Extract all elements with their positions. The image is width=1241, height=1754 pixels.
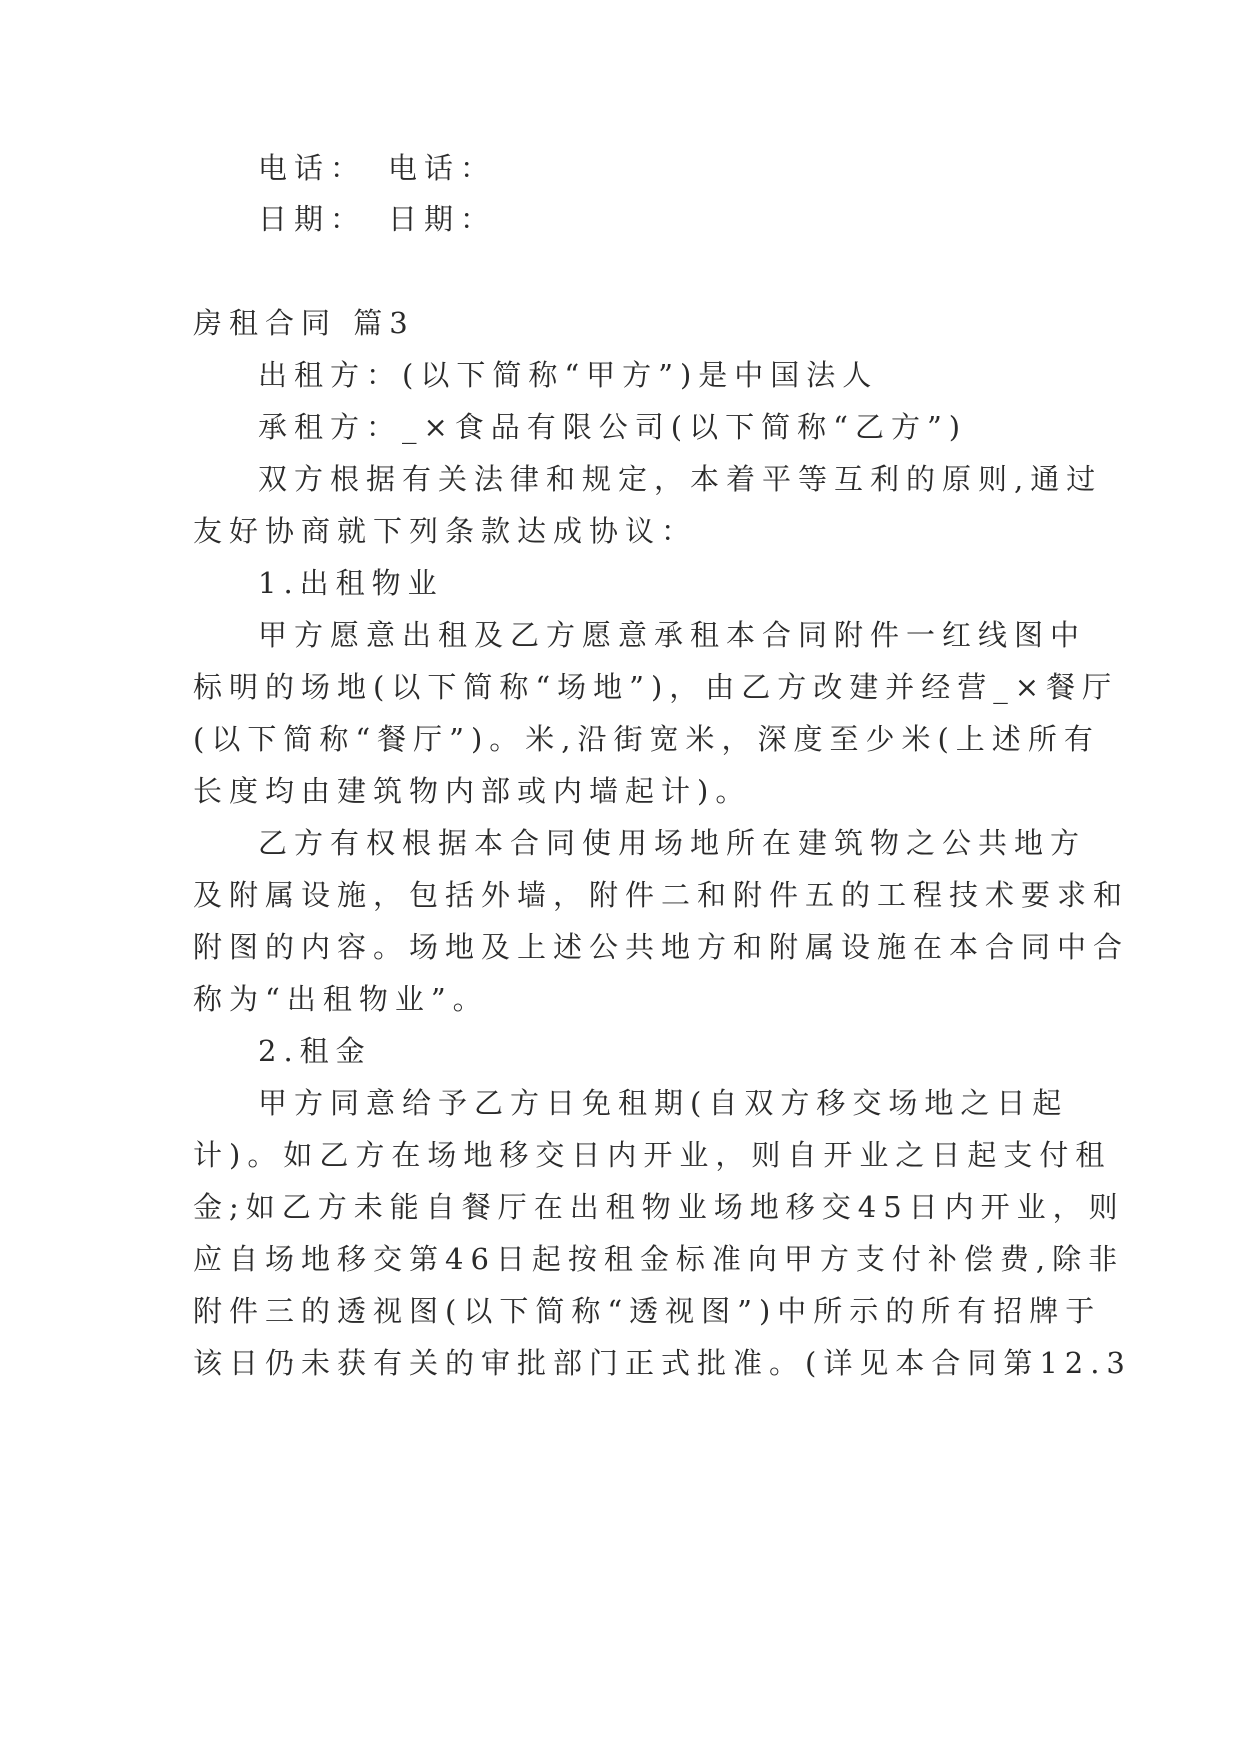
item2-title: 2.租金 xyxy=(258,1034,372,1068)
lessee-line: 承租方：_×食品有限公司(以下简称“乙方”) xyxy=(258,410,968,444)
item1-para2-line: 附图的内容。场地及上述公共地方和附属设施在本合同中合 xyxy=(193,930,1130,964)
signature-phone-row xyxy=(258,148,1118,188)
phone-label-party-b: 电话： xyxy=(388,151,497,185)
item2-para1-line: 计)。如乙方在场地移交日内开业，则自开业之日起支付租 xyxy=(193,1138,1112,1172)
item2-para1-line: 附件三的透视图(以下简称“透视图”)中所示的所有招牌于 xyxy=(193,1294,1102,1328)
date-label-party-a: 日期： xyxy=(258,202,367,236)
item2-para1-line: 甲方同意给予乙方日免租期(自双方移交场地之日起 xyxy=(258,1086,1069,1120)
item1-para1-line: 甲方愿意出租及乙方愿意承租本合同附件一红线图中 xyxy=(258,618,1087,652)
item1-para1-line: (以下简称“餐厅”)。米,沿街宽米，深度至少米(上述所有 xyxy=(193,722,1100,756)
item2-para1-line: 金;如乙方未能自餐厅在出租物业场地移交45日内开业，则 xyxy=(193,1190,1125,1224)
lessor-line: 出租方：(以下简称“甲方”)是中国法人 xyxy=(258,358,879,392)
item1-para2-line: 及附属设施，包括外墙，附件二和附件五的工程技术要求和 xyxy=(193,878,1130,912)
phone-label-party-a: 电话： xyxy=(258,151,367,185)
signature-date-row xyxy=(258,199,1118,239)
item2-para1-line: 应自场地移交第46日起按租金标准向甲方支付补偿费,除非 xyxy=(193,1242,1125,1276)
item1-para1-line: 标明的场地(以下简称“场地”)，由乙方改建并经营_×餐厅 xyxy=(193,670,1119,704)
item1-para2-line: 称为“出租物业”。 xyxy=(193,982,489,1016)
date-label-party-b: 日期： xyxy=(388,202,497,236)
item1-para1-line: 长度均由建筑物内部或内墙起计)。 xyxy=(193,774,752,808)
item1-para2-line: 乙方有权根据本合同使用场地所在建筑物之公共地方 xyxy=(258,826,1087,860)
intro-line: 友好协商就下列条款达成协议： xyxy=(193,514,698,548)
item2-para1-line: 该日仍未获有关的审批部门正式批准。(详见本合同第12.3 xyxy=(193,1346,1132,1380)
intro-line: 双方根据有关法律和规定，本着平等互利的原则,通过 xyxy=(258,462,1103,496)
item1-title: 1.出租物业 xyxy=(258,566,444,600)
section-heading: 房租合同 篇3 xyxy=(193,306,415,340)
